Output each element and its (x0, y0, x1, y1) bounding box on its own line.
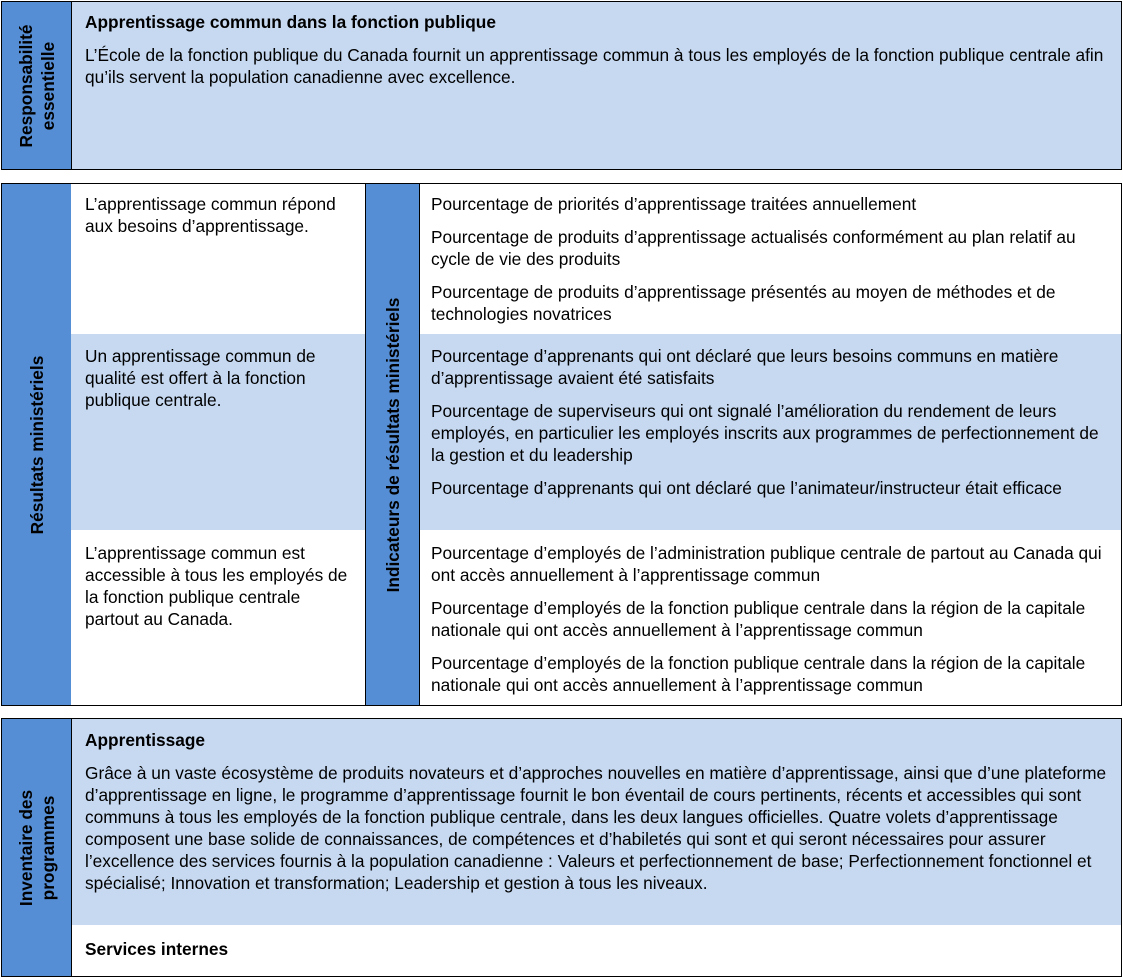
core-responsibility-description: L’École de la fonction publique du Canada fournit un apprentissage commun à tous les employés de la fonction publique centrale afin qu’ils servent la population canadienne avec excellence. (85, 45, 1104, 87)
core-responsibility-label: Responsabilité essentielle (15, 24, 58, 147)
program-description: Grâce à un vaste écosystème de produits novateurs et d’approches nouvelles en matière d’apprentissage, ainsi que d’une plateforme d’apprentissage en ligne, le programme d’apprentissage fournit le bon éventail de cours pertinents, récents et accessibles qui sont communs à tous les employés de la fonction publique centrale, dans les deux langues officielles. Quatre volets d’apprentissage composent une base solide de connaissances, de compétences et d’habiletés qui sont et qui seront nécessaires pour assurer l’excellence des services fournis à la population canadienne : Valeurs et perfectionnement de base; Perfectionnement fonctionnel et spécialisé; Innovation et transformation; Leadership et gestion à tous les niveaux. (85, 763, 1107, 893)
indicators-label: Indicateurs de résultats ministériels (382, 297, 403, 592)
indicator-2-2: Pourcentage de superviseurs qui ont signalé l’amélioration du rendement de leurs employés, en particulier les employés inscrits aux programmes de perfectionnement de la gestion et du leadership (431, 401, 1099, 465)
departmental-results-label-cell (1, 183, 72, 706)
result-outcome-2: Un apprentissage commun de qualité est offert à la fonction publique centrale. (85, 346, 316, 410)
indicator-3-2: Pourcentage d’employés de la fonction publique centrale dans la région de la capitale nationale qui ont accès annuellement à l’apprentissage commun (431, 598, 1086, 640)
indicator-2-1: Pourcentage d’apprenants qui ont déclaré que leurs besoins communs en matière d’apprentissage avaient été satisfaits (431, 346, 1059, 388)
core-responsibility-label-cell (1, 1, 72, 170)
indicator-1-3: Pourcentage de produits d’apprentissage présentés au moyen de méthodes et de technologies novatrices (431, 282, 1056, 324)
program-panel (71, 718, 1122, 926)
internal-services-panel (71, 925, 1122, 977)
indicator-3-1: Pourcentage d’employés de l’administration publique centrale de partout au Canada qui ont accès annuellement à l’apprentissage commun (431, 543, 1102, 585)
program-inventory-label-cell (1, 718, 72, 977)
indicator-3-3: Pourcentage d’employés de la fonction publique centrale dans la région de la capitale nationale qui ont accès annuellement à l’apprentissage commun (431, 653, 1086, 695)
indicators-label-cell (365, 183, 420, 706)
departmental-results-label: Résultats ministériels (26, 355, 47, 534)
internal-services-title: Services internes (85, 939, 229, 959)
indicator-1-1: Pourcentage de priorités d’apprentissage traitées annuellement (431, 194, 917, 214)
program-title: Apprentissage (85, 730, 206, 750)
result-outcome-1: L’apprentissage commun répond aux besoins d’apprentissage. (85, 194, 336, 236)
core-responsibility-title: Apprentissage commun dans la fonction publique (85, 12, 496, 32)
program-inventory-label: Inventaire des programmes (15, 789, 58, 906)
result-outcome-3: L’apprentissage commun est accessible à tous les employés de la fonction publique centrale partout au Canada. (85, 543, 348, 629)
indicator-2-3: Pourcentage d’apprenants qui ont déclaré que l’animateur/instructeur était efficace (431, 478, 1062, 498)
indicator-1-2: Pourcentage de produits d’apprentissage actualisés conformément au plan relatif au cycle de vie des produits (431, 227, 1076, 269)
core-responsibility-panel (71, 1, 1122, 170)
